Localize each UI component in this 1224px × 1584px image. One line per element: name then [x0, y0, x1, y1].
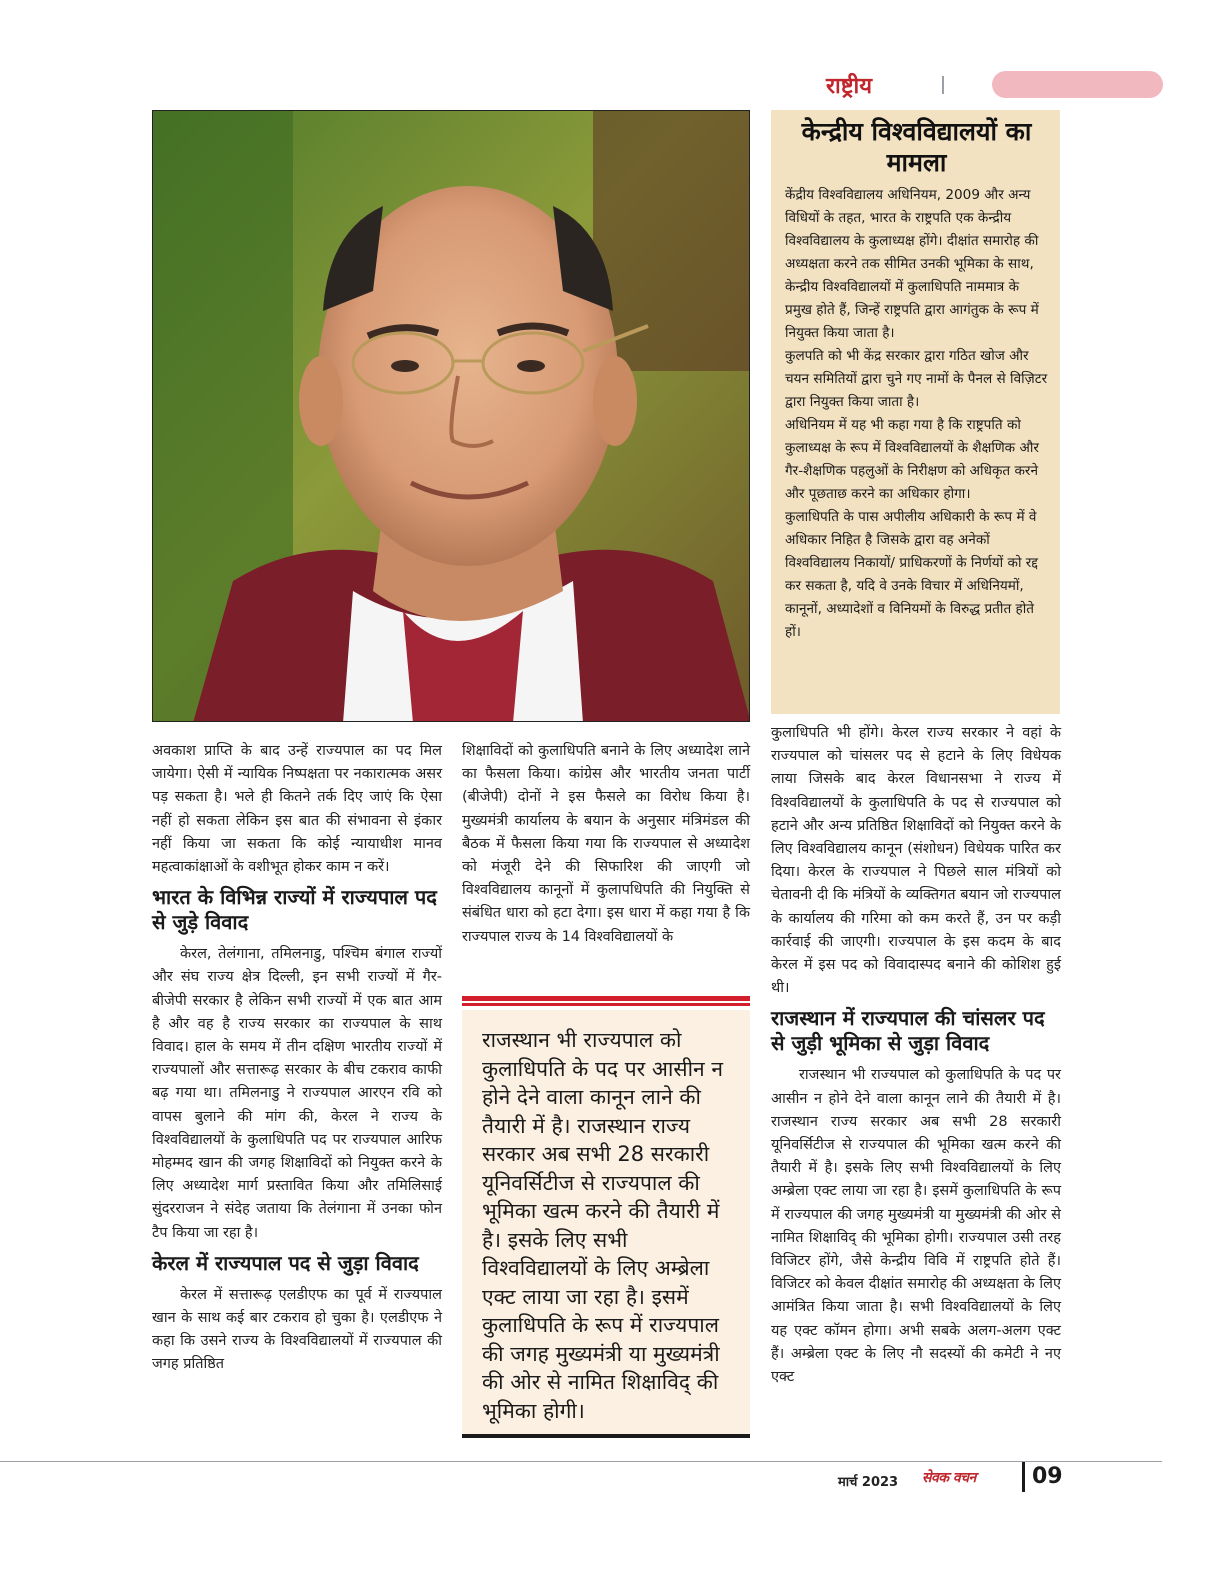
footer-rule	[0, 1461, 1162, 1462]
page-number: 09	[1032, 1464, 1063, 1489]
article-paragraph: राजस्थान भी राज्यपाल को कुलाधिपति के पद पर आसीन न होने देने वाला कानून लाने की तैयारी में है। राजस्थान राज्य सरकार अब सभी 28 सरकारी यूनिवर्सिटीज से राज्यपाल की भूमिका खत्म करने की तैयारी में है। इसके लिए सभी विश्वविद्यालयों के लिए अम्ब्रेला एक्ट लाया जा रहा है। इसमें कुलाधिपति के रूप में राज्यपाल की जगह मुख्यमंत्री या मुख्यमंत्री की ओर से नामित शिक्षाविद् की भूमिका होगी। राज्यपाल उसी तरह विजिटर होंगे, जैसे केन्द्रीय विवि में राष्ट्रपति होते हैं। विजिटर को केवल दीक्षांत समारोह की अध्यक्षता के लिए आमंत्रित किया जाता है। सभी विश्वविद्यालयों के लिए यह एक्ट कॉमन होगा। अभी सबके अलग-अलग एक्ट हैं। अम्ब्रेला एक्ट के लिए नौ सदस्यों की कमेटी ने नए एक्ट	[771, 1067, 1062, 1386]
info-box-paragraph: कुलपति को भी केंद्र सरकार द्वारा गठित खोज और चयन समितियों द्वारा चुने गए नामों के पैनल से विज़िटर द्वारा नियुक्त किया जाता है।	[785, 348, 1048, 410]
article-paragraph: केरल, तेलंगाना, तमिलनाडु, पश्चिम बंगाल राज्यों और संघ राज्य क्षेत्र दिल्ली, इन सभी राज्यों में गैर-बीजेपी सरकार है लेकिन सभी राज्यों में एक बात आम है और वह है राज्य सरकार का राज्यपाल के साथ विवाद। हाल के समय में तीन दक्षिण भारतीय राज्यों में राज्यपालों और सत्तारूढ़ सरकार के बीच टकराव काफी बढ़ गया था। तमिलनाडु ने राज्यपाल आरएन रवि को वापस बुलाने की मांग की, केरल ने राज्य के विश्वविद्यालयों के कुलाधिपति पद पर राज्यपाल आरिफ मोहम्मद खान की जगह शिक्षाविदों को नियुक्त करने के लिए अध्यादेश मार्ग प्रस्तावित किया और तमिलिसाई सुंदरराजन ने संदेह जताया कि तेलंगाना में उनका फोन टैप किया जा रहा है।	[152, 946, 442, 1241]
pull-quote	[462, 1010, 750, 1434]
quote-rule	[462, 1434, 750, 1438]
article-column-3	[771, 722, 1061, 1389]
article-column-2	[462, 740, 750, 949]
article-paragraph: कुलाधिपति भी होंगे। केरल राज्य सरकार ने वहां के राज्यपाल को चांसलर पद से हटाने के लिए विधेयक लाया जिसके बाद केरल विधानसभा ने राज्य में विश्वविद्यालयों के कुलाधिपति के पद से राज्यपाल को हटाने और अन्य प्रतिष्ठित शिक्षाविदों को नियुक्त करने के लिए विश्वविद्यालय कानून (संशोधन) विधेयक पारित कर दिया। केरल के राज्यपाल ने पिछले साल मंत्रियों को चेतावनी दी कि मंत्रियों के व्यक्तिगत बयान जो राज्यपाल के कार्यालय की गरिमा को कम करते हैं, उन पर कड़ी कार्रवाई की जाएगी। राज्यपाल के इस कदम के बाद केरल में इस पद को विवादास्पद बनाने की कोशिश हुई थी।	[771, 725, 1061, 997]
info-box-paragraph: कुलाधिपति के पास अपीलीय अधिकारी के रूप में वे अधिकार निहित है जिसके द्वारा वह अनेकों विश्वविद्यालय निकायों/ प्राधिकरणों के निर्णयों को रद्द कर सकता है, यदि वे उनके विचार में अधिनियमों, कानूनों, अध्यादेशों व विनियमों के विरुद्ध प्रतीत होते हों।	[785, 509, 1038, 640]
portrait-photo	[152, 110, 750, 722]
article-paragraph: केरल में सत्तारूढ़ एलडीएफ का पूर्व में राज्यपाल खान के साथ कई बार टकराव हो चुका है। एलडीएफ ने कहा कि उसने राज्य के विश्वविद्यालयों में राज्यपाल की जगह प्रतिष्ठित	[152, 1286, 442, 1373]
article-column-1	[152, 740, 442, 1377]
section-label: राष्ट्रीय	[826, 74, 873, 99]
pull-quote-text: राजस्थान भी राज्यपाल को कुलाधिपति के पद पर आसीन न होने देने वाला कानून लाने की तैयारी में है। राजस्थान राज्य सरकार अब सभी 28 सरकारी यूनिवर्सिटीज से राज्यपाल की भूमिका खत्म करने की तैयारी में है। इसके लिए सभी विश्वविद्यालयों के लिए अम्ब्रेला एक्ट लाया जा रहा है। इसमें कुलाधिपति के रूप में राज्यपाल की जगह मुख्यमंत्री या मुख्यमंत्री की ओर से नामित शिक्षाविद् की भूमिका होगी।	[482, 1028, 724, 1423]
article-paragraph: अवकाश प्राप्ति के बाद उन्हें राज्यपाल का पद मिल जायेगा। ऐसी में न्यायिक निष्पक्षता पर नकारात्मक असर पड़ सकता है। भले ही कितने तर्क दिए जाएं कि ऐसा नहीं हो सकता लेकिन इस बात की संभावना से इंकार नहीं किया जा सकता कि कोई न्यायाधीश मानव महत्वाकांक्षाओं के वशीभूत होकर काम न करें।	[152, 743, 442, 876]
article-subheading: राजस्थान में राज्यपाल की चांसलर पद से जुड़ी भूमिका से जुड़ा विवाद	[771, 1006, 1045, 1056]
info-box-paragraph: केंद्रीय विश्वविद्यालय अधिनियम, 2009 और अन्य विधियों के तहत, भारत के राष्ट्रपति एक केन्द्रीय विश्वविद्यालय के कुलाध्यक्ष होंगे। दीक्षांत समारोह की अध्यक्षता करने तक सीमित उनकी भूमिका के साथ, केन्द्रीय विश्वविद्यालयों में कुलाधिपति नाममात्र के प्रमुख होते हैं, जिन्हें राष्ट्रपति द्वारा आगंतुक के रूप में नियुक्त किया जाता है।	[785, 187, 1039, 341]
article-subheading: भारत के विभिन्न राज्यों में राज्यपाल पद से जुड़े विवाद	[152, 885, 437, 935]
article-subheading: केरल में राज्यपाल पद से जुड़ा विवाद	[152, 1250, 419, 1275]
footer-divider	[1022, 1462, 1025, 1492]
info-box	[771, 110, 1060, 714]
header-divider	[942, 76, 944, 94]
quote-rule	[462, 1003, 750, 1006]
article-paragraph: शिक्षाविदों को कुलाधिपति बनाने के लिए अध्यादेश लाने का फैसला किया। कांग्रेस और भारतीय जनता पार्टी (बीजेपी) दोनों ने इस फैसले का विरोध किया है। मुख्यमंत्री कार्यालय के बयान के अनुसार मंत्रिमंडल की बैठक में फैसला किया गया कि राज्यपाल से अध्यादेश को मंजूरी देने की सिफारिश की जाएगी जो विश्वविद्यालय कानूनों में कुलापधिपति की नियुक्ति से संबंधित धारा को हटा देगा। इस धारा में कहा गया है कि राज्यपाल राज्य के 14 विश्वविद्यालयों के	[462, 743, 750, 945]
quote-rule	[462, 996, 750, 1001]
publication-logo: सेवक वचन	[922, 1470, 976, 1486]
info-box-paragraph: अधिनियम में यह भी कहा गया है कि राष्ट्रपति को कुलाध्यक्ष के रूप में विश्वविद्यालयों के शैक्षणिक और गैर-शैक्षणिक पहलुओं के निरीक्षण को अधिकृत करने और पूछताछ करने का अधिकार होगा।	[785, 417, 1039, 502]
header-decorative-pill	[992, 71, 1163, 98]
footer-date: मार्च 2023	[838, 1475, 899, 1490]
info-box-title: केन्द्रीय विश्वविद्यालयों का मामला	[801, 117, 1032, 177]
